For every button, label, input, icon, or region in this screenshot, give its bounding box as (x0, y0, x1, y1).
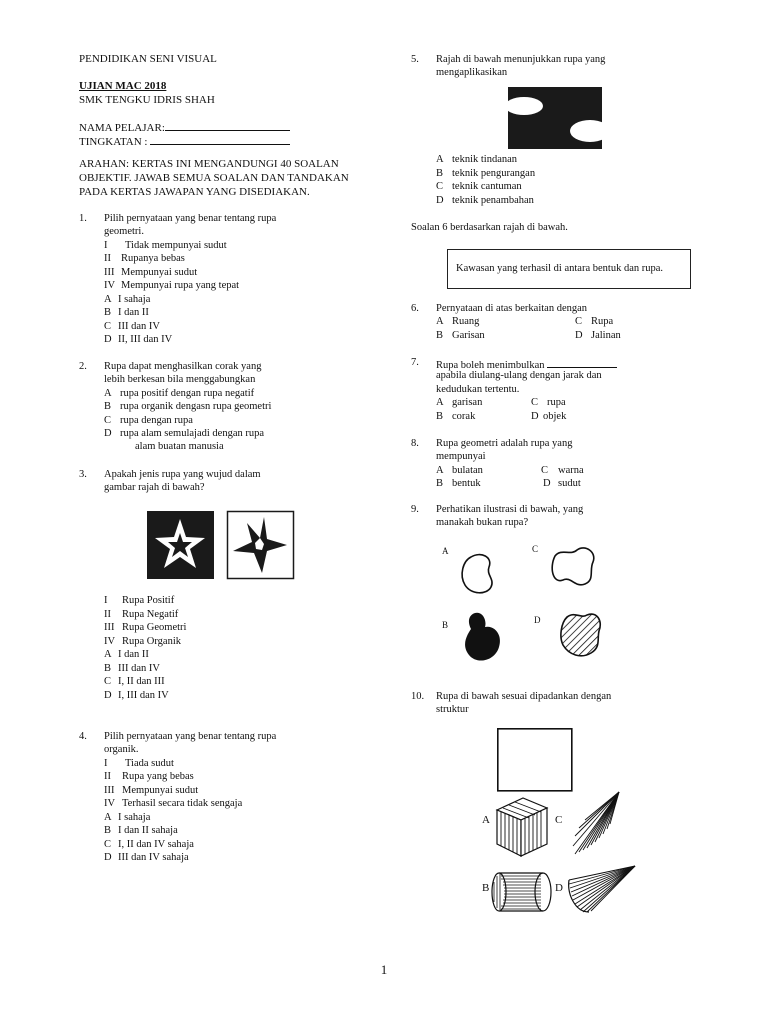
option-key: B (104, 825, 112, 836)
subtraction-technique-figure (508, 87, 602, 149)
question-text: manakah bukan rupa? (436, 517, 529, 528)
statement-text: Rupanya bebas (121, 253, 185, 264)
option-key: A (104, 388, 112, 399)
question-text: Pilih pernyataan yang benar tentang rupa (104, 731, 277, 742)
option-text: rupa dengan rupa (120, 415, 193, 426)
option-text: III dan IV sahaja (118, 852, 189, 863)
statement-text: Rupa yang bebas (122, 771, 194, 782)
option-text: I dan II (118, 649, 149, 660)
question-4 (79, 730, 379, 870)
subject-title: PENDIDIKAN SENI VISUAL (79, 53, 217, 65)
option-key: A (104, 649, 112, 660)
option-key: D (531, 411, 539, 422)
statement-key: III (104, 267, 115, 278)
question-text: Rupa dapat menghasilkan corak yang (104, 361, 262, 372)
figure-label-a: A (482, 814, 490, 826)
question-number: 10. (411, 691, 425, 702)
option-text: I dan II (118, 307, 149, 318)
option-text: warna (558, 465, 584, 476)
option-text: teknik cantuman (452, 181, 522, 192)
option-text: rupa organik dengasn rupa geometri (120, 401, 272, 412)
question-10 (411, 690, 711, 920)
option-key: A (104, 294, 112, 305)
question-text: organik. (104, 744, 139, 755)
option-key: D (104, 690, 112, 701)
option-key: D (436, 195, 444, 206)
statement-text: Rupa Organik (122, 636, 182, 647)
option-text: bentuk (452, 478, 481, 489)
figure-label-b: B (482, 882, 490, 894)
question-9 (411, 503, 711, 673)
option-key: C (436, 181, 444, 192)
form-row (79, 133, 290, 149)
question-text: Rupa di bawah sesuai dipadankan dengan (436, 691, 612, 702)
q6-intro: Soalan 6 berdasarkan rajah di bawah. (411, 222, 568, 233)
figure-label-d: D (534, 615, 541, 625)
question-text: geometri. (104, 226, 144, 237)
statement-key: II (104, 771, 111, 782)
option-text: teknik tindanan (452, 154, 518, 165)
outline-blob-shape (549, 546, 599, 588)
option-key: C (104, 839, 112, 850)
question-5 (411, 53, 711, 213)
option-key: C (575, 316, 583, 327)
question-number: 9. (411, 504, 419, 515)
statement-text: Tiada sudut (125, 758, 174, 769)
option-key: C (541, 465, 549, 476)
option-text: I dan II sahaja (118, 825, 178, 836)
option-key: B (104, 307, 112, 318)
option-text: II, III dan IV (118, 334, 173, 345)
figure-label-b: B (442, 620, 449, 630)
option-text-cont: alam buatan manusia (135, 441, 224, 452)
statement-text: Mempunyai rupa yang tepat (121, 280, 240, 291)
negative-star-figure (147, 511, 214, 579)
statement-key: I (104, 758, 108, 769)
question-number: 1. (79, 213, 87, 224)
question-text: apabila diulang-ulang dengan jarak dan (436, 370, 602, 381)
option-key: B (436, 478, 444, 489)
q6-statement-text: Kawasan yang terhasil di antara bentuk dan rupa. (456, 263, 664, 274)
option-key: B (436, 330, 444, 341)
statement-text: Mempunyai sudut (122, 785, 199, 796)
rectangle-shape (497, 728, 573, 792)
option-text: garisan (452, 397, 483, 408)
question-number: 8. (411, 438, 419, 449)
line-cone-structure (565, 864, 637, 914)
solid-black-shape (461, 611, 503, 663)
option-key: A (436, 154, 444, 165)
line-fan-structure (569, 790, 621, 856)
option-text: teknik pengurangan (452, 168, 536, 179)
option-key: D (104, 334, 112, 345)
option-text: Rupa (591, 316, 614, 327)
question-text: Rupa geometri adalah rupa yang (436, 438, 573, 449)
statement-key: II (104, 609, 111, 620)
question-number: 2. (79, 361, 87, 372)
statement-key: I (104, 595, 108, 606)
question-text: kedudukan tertentu. (436, 384, 520, 395)
question-6 (411, 302, 711, 347)
question-text: Rajah di bawah menunjukkan rupa yang (436, 54, 606, 65)
option-key: A (436, 465, 444, 476)
student-name-label: NAMA PELAJAR: (79, 122, 165, 134)
question-text: mengaplikasikan (436, 67, 508, 78)
statement-key: IV (104, 280, 116, 291)
statement-key: III (104, 785, 115, 796)
question-text: Apakah jenis rupa yang wujud dalam (104, 469, 261, 480)
instruction-line: OBJEKTIF. JAWAB SEMUA SOALAN DAN TANDAKAN (79, 172, 349, 184)
question-8 (411, 437, 711, 493)
question-number: 5. (411, 54, 419, 65)
option-text: Jalinan (591, 330, 621, 341)
figure-label-a: A (442, 546, 449, 556)
option-key: C (104, 415, 112, 426)
figure-label-c: C (555, 814, 563, 826)
option-text: Garisan (452, 330, 485, 341)
option-text: Ruang (452, 316, 480, 327)
option-key: A (436, 397, 444, 408)
q6-statement-box (447, 249, 691, 289)
option-text: bulatan (452, 465, 483, 476)
option-text: objek (543, 411, 567, 422)
form-blank (150, 133, 290, 145)
option-key: C (104, 321, 112, 332)
statement-text: Rupa Positif (122, 595, 175, 606)
statement-text: Rupa Geometri (122, 622, 187, 633)
question-text: Rupa boleh menimbulkan (436, 360, 545, 371)
option-text: teknik penambahan (452, 195, 534, 206)
hatched-shape (559, 611, 603, 657)
option-key: B (104, 401, 112, 412)
question-text: Pernyataan di atas berkaitan dengan (436, 303, 588, 314)
statement-text: Tidak mempunyai sudut (125, 240, 227, 251)
statement-text: Rupa Negatif (122, 609, 179, 620)
figure-label-d: D (555, 882, 563, 894)
hatched-cube-structure (493, 796, 551, 858)
option-text: rupa (547, 397, 566, 408)
question-number: 3. (79, 469, 87, 480)
option-text: corak (452, 411, 476, 422)
question-text: Perhatikan ilustrasi di bawah, yang (436, 504, 584, 515)
option-text: sudut (558, 478, 581, 489)
option-key: D (104, 428, 112, 439)
hatched-cylinder-structure (491, 870, 553, 914)
statement-key: I (104, 240, 108, 251)
statement-key: IV (104, 636, 116, 647)
question-7 (411, 356, 711, 426)
option-key: A (104, 812, 112, 823)
option-key: D (543, 478, 551, 489)
statement-key: IV (104, 798, 116, 809)
option-key: B (436, 411, 444, 422)
question-text: mempunyai (436, 451, 486, 462)
option-text: III dan IV (118, 663, 160, 674)
option-text: I, II dan III (118, 676, 165, 687)
question-number: 6. (411, 303, 419, 314)
option-text: I sahaja (118, 294, 151, 305)
question-text: gambar rajah di bawah? (104, 482, 205, 493)
question-number: 7. (411, 357, 419, 368)
option-text: rupa alam semulajadi dengan rupa (120, 428, 265, 439)
statement-text: Terhasil secara tidak sengaja (122, 798, 243, 809)
school-name: SMK TENGKU IDRIS SHAH (79, 94, 215, 106)
question-text: lebih berkesan bila menggabungkan (104, 374, 256, 385)
option-text: I sahaja (118, 812, 151, 823)
option-key: B (436, 168, 444, 179)
option-key: C (531, 397, 539, 408)
form-label: TINGKATAN : (79, 136, 148, 148)
option-text: I, II dan IV sahaja (118, 839, 194, 850)
question-text: struktur (436, 704, 469, 715)
statement-key: III (104, 622, 115, 633)
page-number: 1 (380, 962, 388, 977)
option-text: I, III dan IV (118, 690, 169, 701)
statement-text: Mempunyai sudut (121, 267, 198, 278)
question-text: Pilih pernyataan yang benar tentang rupa (104, 213, 277, 224)
option-text: III dan IV (118, 321, 160, 332)
question-2 (79, 360, 379, 455)
instruction-line: PADA KERTAS JAWAPAN YANG DISEDIAKAN. (79, 186, 310, 198)
exam-title: UJIAN MAC 2018 (79, 80, 167, 92)
option-key: D (104, 852, 112, 863)
instruction-line: ARAHAN: KERTAS INI MENGANDUNGI 40 SOALAN (79, 158, 339, 170)
statement-key: II (104, 253, 111, 264)
question-3 (79, 468, 379, 708)
question-number: 4. (79, 731, 87, 742)
option-key: C (104, 676, 112, 687)
positive-star-figure (227, 511, 294, 579)
figure-label-c: C (532, 544, 539, 554)
option-key: A (436, 316, 444, 327)
option-text: rupa positif dengan rupa negatif (120, 388, 255, 399)
option-key: B (104, 663, 112, 674)
option-key: D (575, 330, 583, 341)
answer-blank (547, 356, 617, 368)
question-1 (79, 212, 379, 352)
outline-bean-shape (459, 553, 499, 595)
student-name-blank (165, 119, 290, 131)
